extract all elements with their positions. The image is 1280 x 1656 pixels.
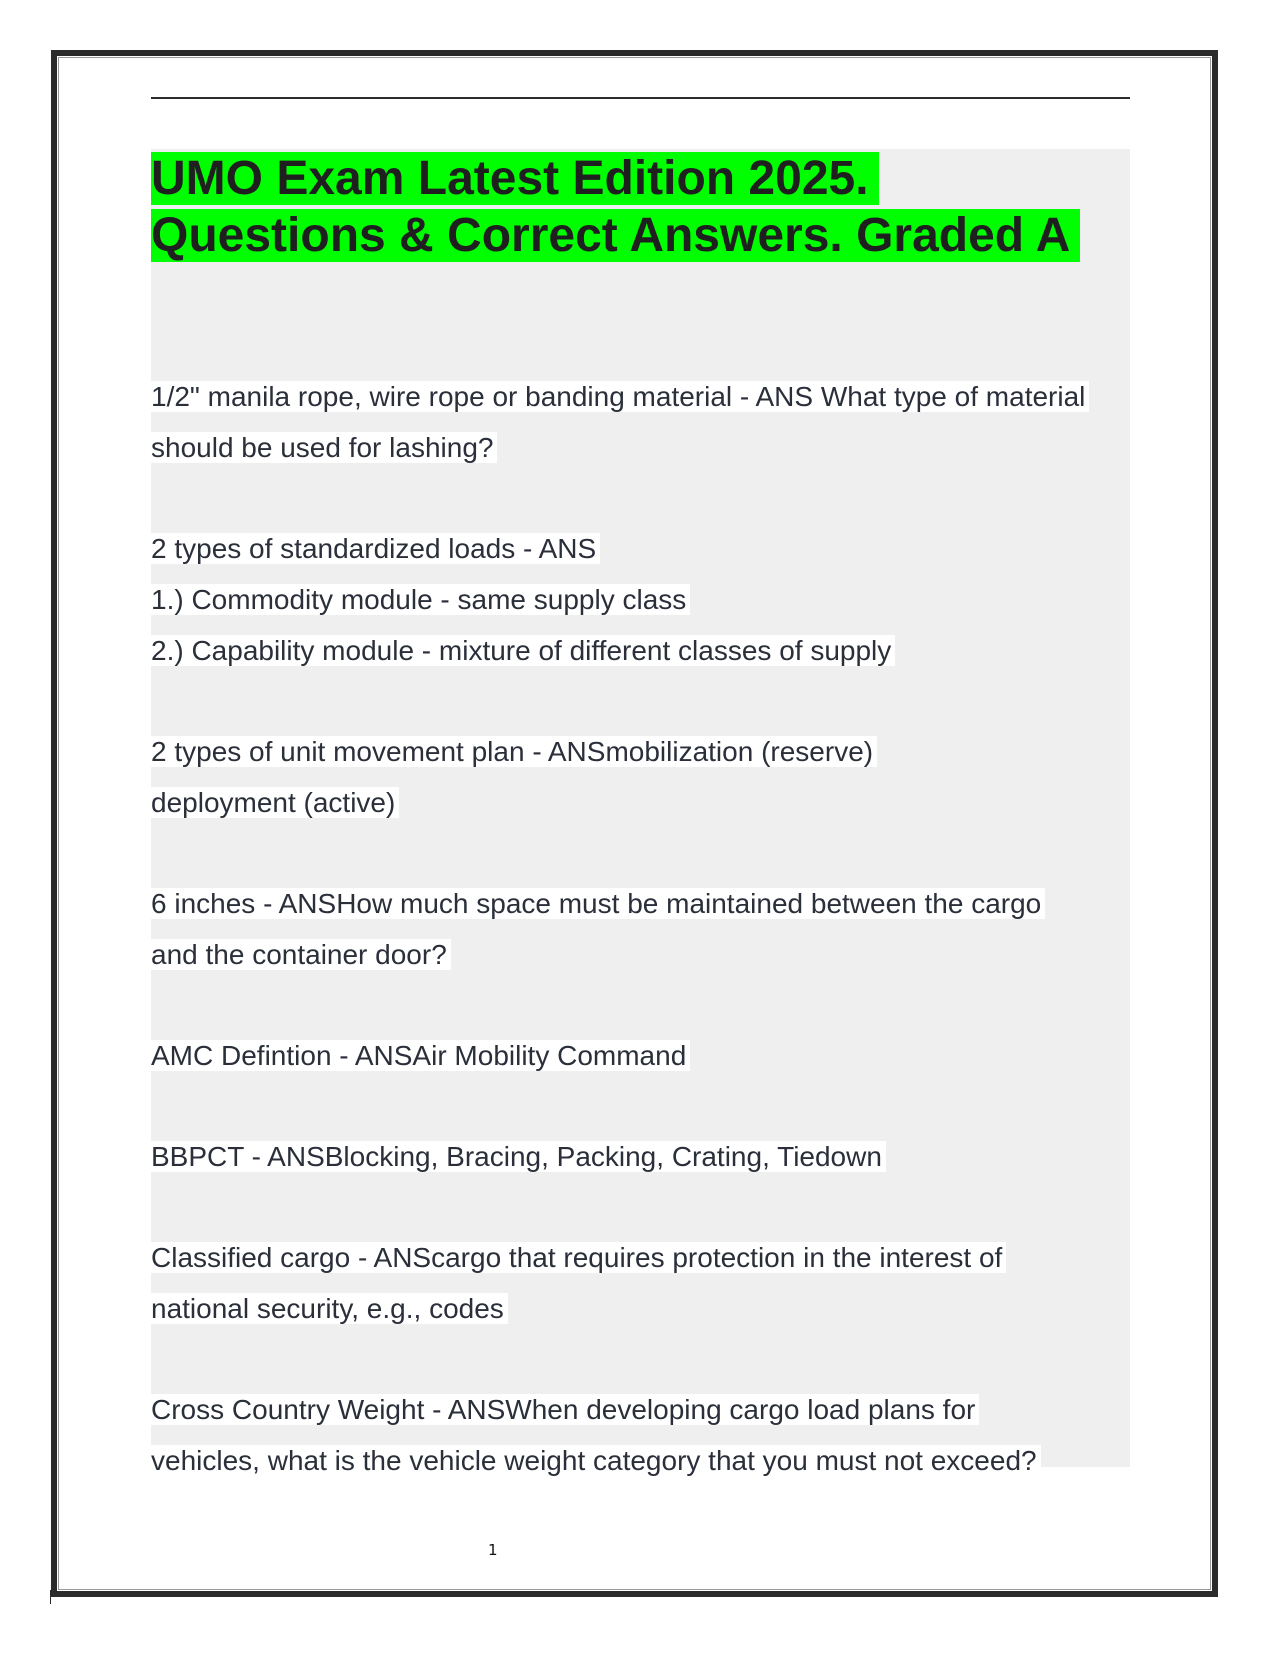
header-rule bbox=[151, 97, 1130, 99]
qa-line: 2.) Capability module - mixture of different classes of supply bbox=[151, 635, 895, 666]
qa-entry bbox=[151, 1384, 1141, 1486]
qa-line: national security, e.g., codes bbox=[151, 1293, 508, 1324]
qa-entry bbox=[151, 726, 1141, 828]
qa-line: vehicles, what is the vehicle weight category that you must not exceed? bbox=[151, 1445, 1041, 1476]
qa-line: 2 types of unit movement plan - ANSmobilization (reserve) bbox=[151, 736, 877, 767]
qa-line: Cross Country Weight - ANSWhen developing cargo load plans for bbox=[151, 1394, 979, 1425]
qa-line: 1.) Commodity module - same supply class bbox=[151, 584, 690, 615]
qa-line: and the container door? bbox=[151, 939, 451, 970]
qa-entry bbox=[151, 371, 1141, 473]
qa-list bbox=[151, 371, 1141, 1486]
qa-entry bbox=[151, 1131, 1141, 1182]
qa-entry bbox=[151, 1232, 1141, 1334]
qa-line: 2 types of standardized loads - ANS bbox=[151, 533, 600, 564]
title-line-2: Questions & Correct Answers. Graded A bbox=[151, 209, 1080, 262]
qa-line: 6 inches - ANSHow much space must be maintained between the cargo bbox=[151, 888, 1045, 919]
border-tick bbox=[50, 1590, 51, 1604]
qa-line: AMC Defintion - ANSAir Mobility Command bbox=[151, 1040, 690, 1071]
qa-entry bbox=[151, 1030, 1141, 1081]
title-line-1: UMO Exam Latest Edition 2025. bbox=[151, 152, 879, 205]
document-title bbox=[151, 150, 1151, 264]
qa-line: should be used for lashing? bbox=[151, 432, 497, 463]
qa-line: BBPCT - ANSBlocking, Bracing, Packing, Crating, Tiedown bbox=[151, 1141, 886, 1172]
qa-line: 1/2" manila rope, wire rope or banding material - ANS What type of material bbox=[151, 381, 1089, 412]
page-number: 1 bbox=[488, 1541, 498, 1559]
qa-line: Classified cargo - ANScargo that requires protection in the interest of bbox=[151, 1242, 1006, 1273]
qa-entry bbox=[151, 523, 1141, 676]
qa-entry bbox=[151, 878, 1141, 980]
qa-line: deployment (active) bbox=[151, 787, 399, 818]
